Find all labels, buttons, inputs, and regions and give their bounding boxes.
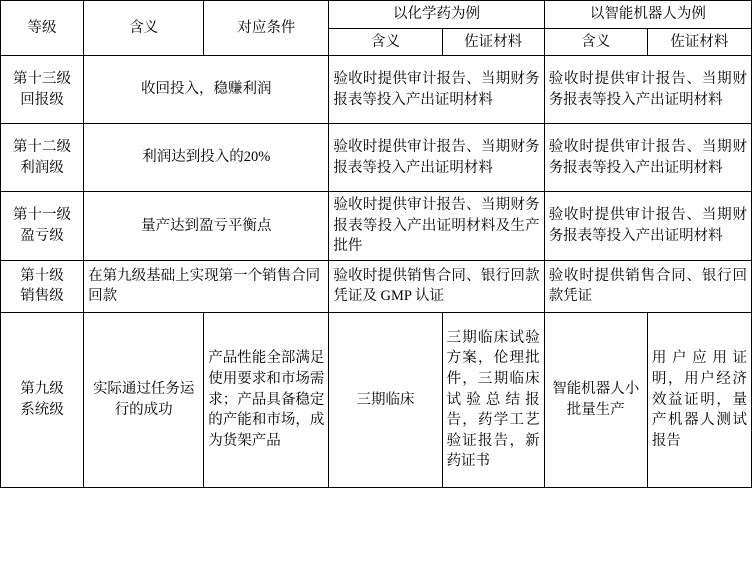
cell-condition: 产品性能全部满足使用要求和市场需求；产品具备稳定的产能和市场，成为货架产品 <box>204 312 329 487</box>
cell-level: 第十二级 利润级 <box>1 124 84 192</box>
cell-meaning: 收回投入，稳赚利润 <box>84 56 329 124</box>
table-row <box>1 260 752 312</box>
cell-chem-evidence: 三期临床试验方案，伦理批件，三期临床试验总结报告，药学工艺验证报告，新药证书 <box>442 312 544 487</box>
header-level: 等级 <box>1 1 84 56</box>
header-condition: 对应条件 <box>204 1 329 56</box>
cell-chem: 验收时提供审计报告、当期财务报表等投入产出证明材料 <box>329 124 544 192</box>
cell-robot-meaning: 智能机器人小批量生产 <box>544 312 647 487</box>
cell-meaning: 实际通过任务运行的成功 <box>84 312 204 487</box>
cell-robot: 验收时提供审计报告、当期财务报表等投入产出证明材料 <box>544 124 751 192</box>
cell-chem: 验收时提供审计报告、当期财务报表等投入产出证明材料 <box>329 56 544 124</box>
header-robot-meaning: 含义 <box>544 28 647 56</box>
table-row <box>1 56 752 124</box>
header-chem-evidence: 佐证材料 <box>442 28 544 56</box>
cell-level: 第十三级 回报级 <box>1 56 84 124</box>
cell-robot-evidence: 用户应用证明，用户经济效益证明，量产机器人测试报告 <box>647 312 751 487</box>
table-row <box>1 124 752 192</box>
cell-meaning: 在第九级基础上实现第一个销售合同回款 <box>84 260 329 312</box>
table-row <box>1 192 752 261</box>
cell-level: 第九级 系统级 <box>1 312 84 487</box>
header-group-chemical: 以化学药为例 <box>329 1 544 29</box>
header-chem-meaning: 含义 <box>329 28 442 56</box>
table-header-row-1 <box>1 1 752 29</box>
header-meaning: 含义 <box>84 1 204 56</box>
header-robot-evidence: 佐证材料 <box>647 28 751 56</box>
cell-robot: 验收时提供审计报告、当期财务报表等投入产出证明材料 <box>544 192 751 261</box>
cell-level: 第十一级 盈亏级 <box>1 192 84 261</box>
cell-level: 第十级 销售级 <box>1 260 84 312</box>
table-row <box>1 312 752 487</box>
cell-chem-meaning: 三期临床 <box>329 312 442 487</box>
cell-meaning: 利润达到投入的20% <box>84 124 329 192</box>
cell-robot: 验收时提供审计报告、当期财务报表等投入产出证明材料 <box>544 56 751 124</box>
cell-robot: 验收时提供销售合同、银行回款凭证 <box>544 260 751 312</box>
header-group-robot: 以智能机器人为例 <box>544 1 751 29</box>
cell-chem: 验收时提供销售合同、银行回款凭证及 GMP 认证 <box>329 260 544 312</box>
cell-meaning: 量产达到盈亏平衡点 <box>84 192 329 261</box>
cell-chem: 验收时提供审计报告、当期财务报表等投入产出证明材料及生产批件 <box>329 192 544 261</box>
